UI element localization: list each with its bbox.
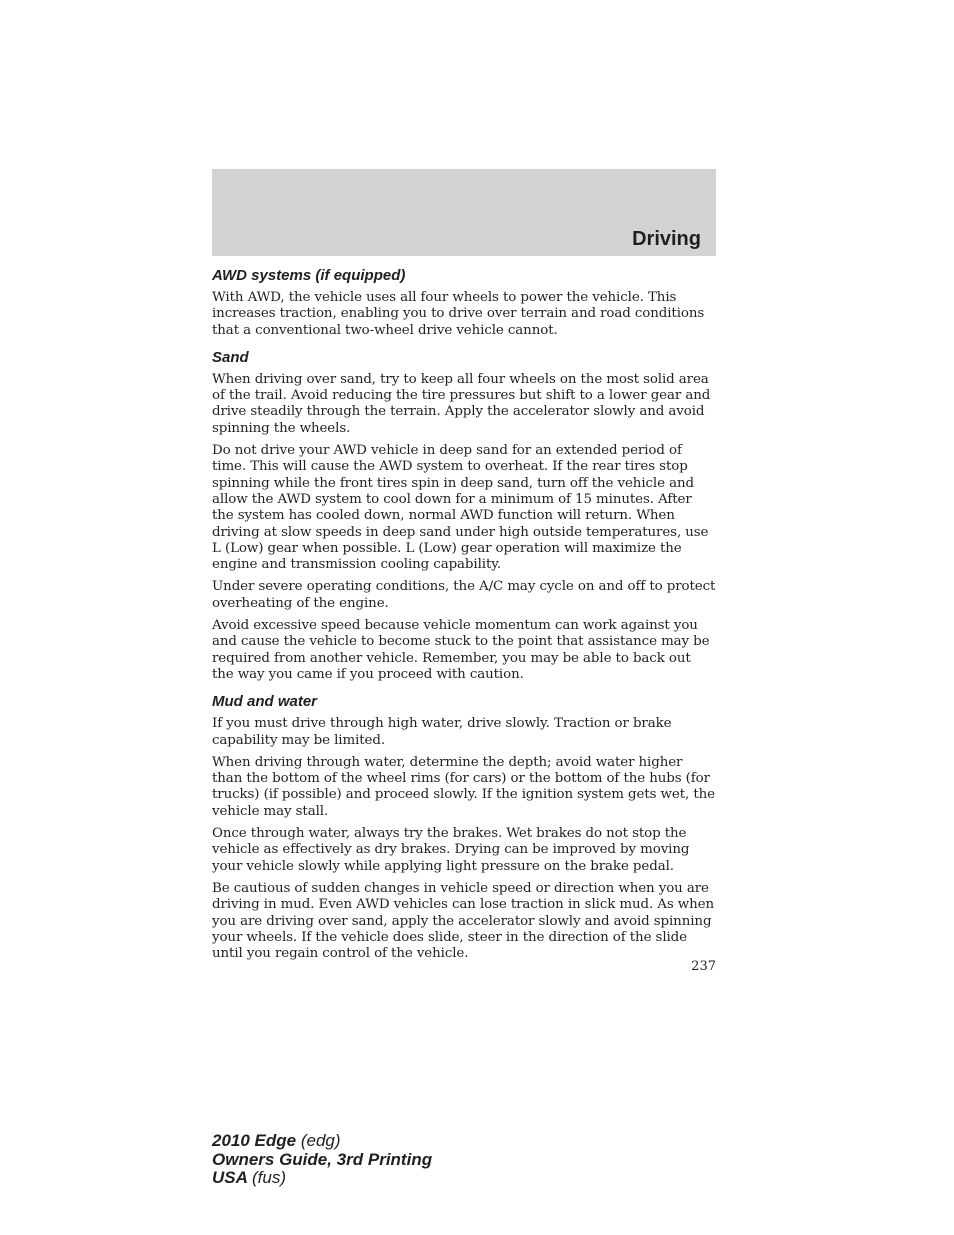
paragraph: When driving over sand, try to keep all four wheels on the most solid area of the trail. Avoid reducing the tire pressures but shift to a lower gear and drive steadily through the terrain. Apply the accelerator slowly and avoid spinning the wheels. [212, 371, 711, 436]
paragraph: Under severe operating conditions, the A/C may cycle on and off to protect overheating of the engine. [212, 579, 716, 611]
paragraph: Once through water, always try the brakes. Wet brakes do not stop the vehicle as effectively as dry brakes. Drying can be improved by moving your vehicle slowly while applying light pressure on the brake pedal. [212, 826, 690, 874]
footer-region: USA [212, 1168, 248, 1187]
footer-model: 2010 Edge [212, 1131, 297, 1150]
footer-region-line [212, 1169, 432, 1188]
section-header-band [212, 169, 716, 256]
paragraph: When driving through water, determine the depth; avoid water higher than the bottom of the wheel rims (for cars) or the bottom of the hubs (for trucks) (if possible) and proceed slowly. If the ignition system gets wet, the vehicle may stall. [212, 754, 715, 819]
paragraph: With AWD, the vehicle uses all four wheels to power the vehicle. This increases traction, enabling you to drive over terrain and road conditions that a conventional two-wheel drive vehicle cannot. [212, 290, 705, 338]
paragraph: If you must drive through high water, drive slowly. Traction or brake capability may be limited. [212, 716, 672, 748]
section-title: Driving [632, 228, 701, 250]
page-number: 237 [691, 959, 716, 974]
footer-model-line [212, 1132, 432, 1151]
paragraph: Be cautious of sudden changes in vehicle speed or direction when you are driving in mud. Even AWD vehicles can lose traction in slick mud. As when you are driving over sand, apply the accelerator slowly and avoid spinning your wheels. If the vehicle does slide, steer in the direction of the slide until you regain control of the vehicle. [212, 880, 715, 962]
footer-region-code: (fus) [252, 1168, 286, 1187]
paragraph: Avoid excessive speed because vehicle momentum can work against you and cause the vehicle to become stuck to the point that assistance may be required from another vehicle. Remember, you may be able to back out the way you came if you proceed with caution. [212, 618, 710, 682]
section-heading-awd: AWD systems (if equipped) [212, 267, 406, 284]
section-heading-sand: Sand [212, 348, 249, 366]
document-footer [212, 1132, 432, 1188]
footer-guide-line: Owners Guide, 3rd Printing [212, 1149, 433, 1169]
paragraph: Do not drive your AWD vehicle in deep sand for an extended period of time. This will cause the AWD system to overheat. If the rear tires stop spinning while the front tires spin in deep sand, turn off the vehicle and allow the AWD system to cool down for a minimum of 15 minutes. After the system has cooled down, normal AWD function will return. When driving at slow speeds in deep sand under high outside temperatures, use L (Low) gear when possible. L (Low) gear operation will maximize the engine and transmission cooling capability. [212, 443, 709, 573]
page-content [212, 267, 716, 968]
section-heading-mud-water: Mud and water [212, 693, 318, 711]
footer-model-code: (edg) [300, 1131, 341, 1150]
